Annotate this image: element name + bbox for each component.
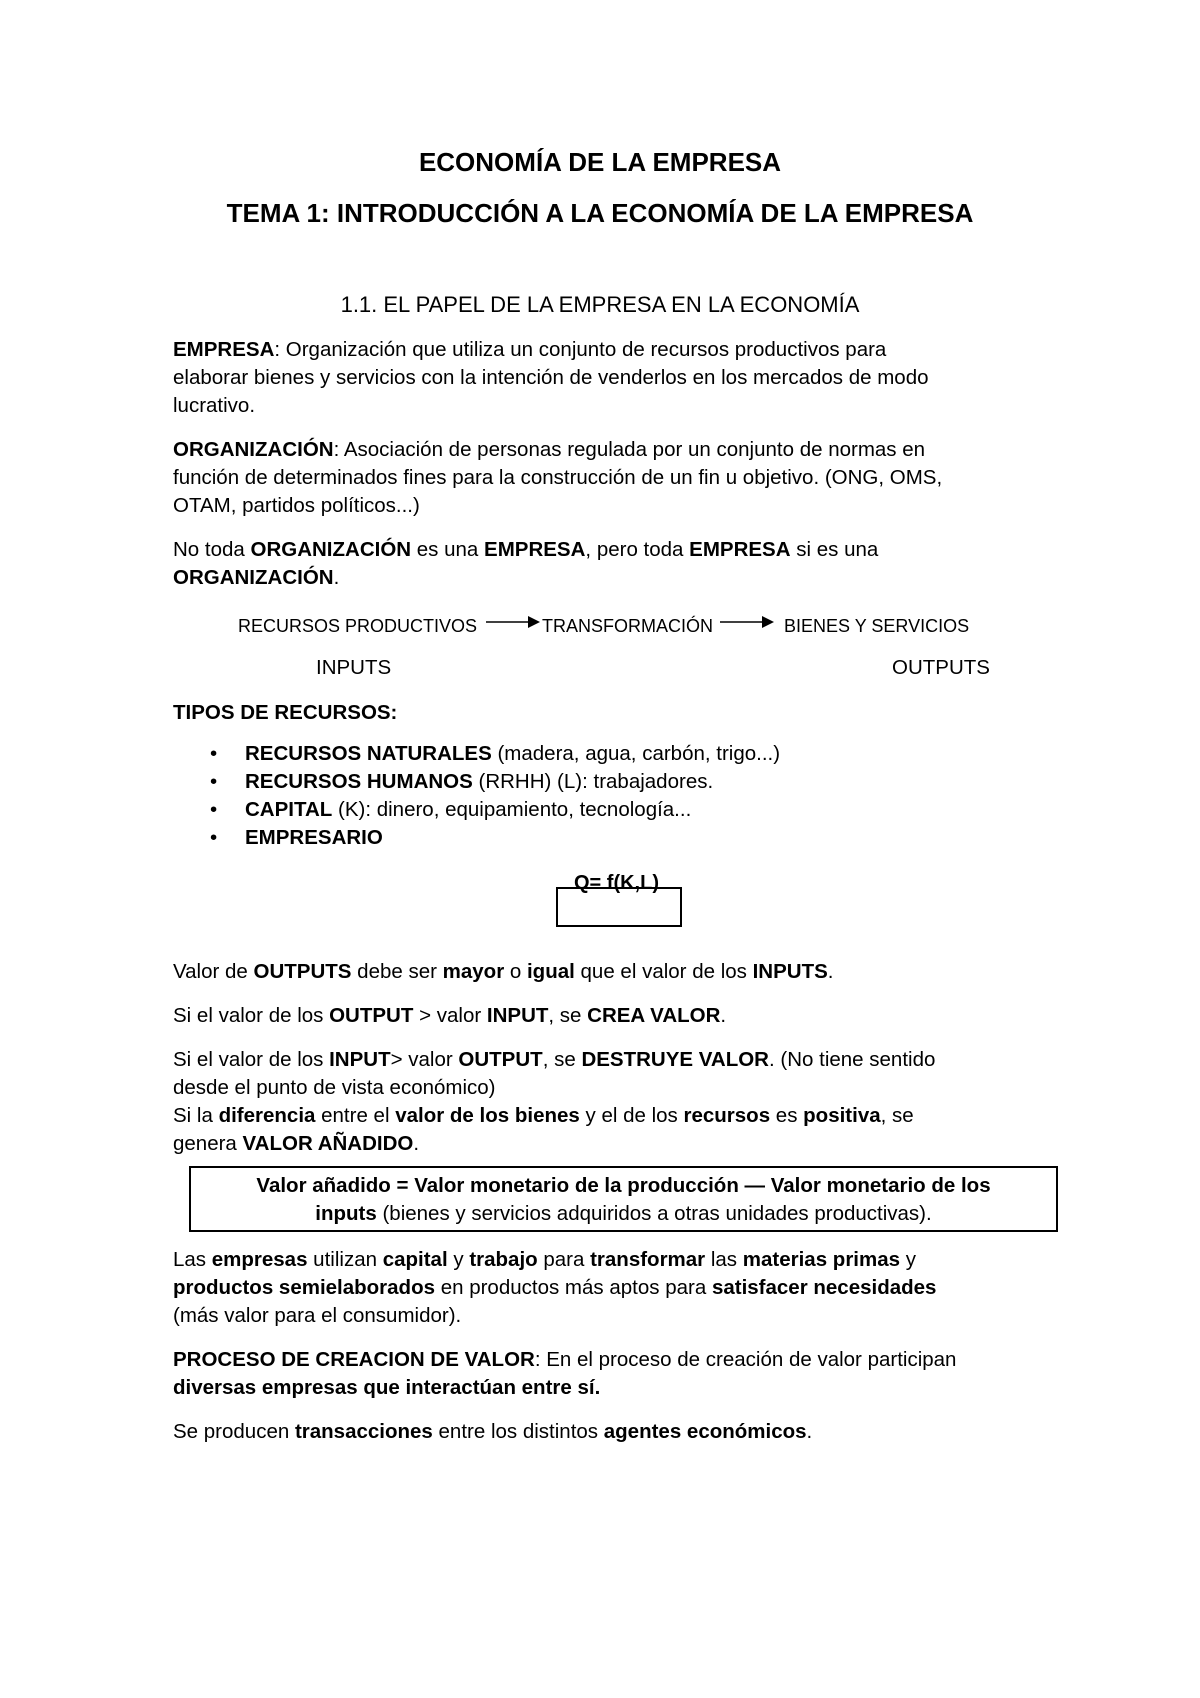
tipos-recursos-heading: TIPOS DE RECURSOS: — [173, 701, 398, 724]
empresa-term: EMPRESA — [173, 338, 275, 361]
list-item: • RECURSOS NATURALES (madera, agua, carbón, trigo...) — [173, 740, 780, 768]
las-empresas-paragraph: Las empresas utilizan capital y trabajo para transformar las materias primas y productos semielaborados en productos más aptos para satisfacer necesidades (más valor para el consumidor). — [173, 1248, 937, 1327]
organizacion-definition: ORGANIZACIÓN: Asociación de personas regulada por un conjunto de normas en función de determinados fines para la construcción de un fin u objetivo. (ONG, OMS, OTAM, partidos políticos...) — [173, 438, 943, 517]
list-item: • RECURSOS HUMANOS (RRHH) (L): trabajadores. — [173, 768, 780, 796]
production-formula: Q= f(K,L) — [574, 872, 659, 894]
flow-arrow-2 — [720, 612, 776, 632]
flow-outputs-label: OUTPUTS — [892, 656, 990, 679]
document-subtitle: TEMA 1: INTRODUCCIÓN A LA ECONOMÍA DE LA EMPRESA — [226, 198, 974, 228]
bullet-icon: • — [210, 742, 218, 765]
flow-step-recursos: RECURSOS PRODUCTIVOS — [238, 616, 478, 636]
destruye-valor-statement: Si el valor de los INPUT> valor OUTPUT, se DESTRUYE VALOR. (No tiene sentido desde el punto de vista económico) Si la diferencia entre el valor de los bienes y el de los recursos es positiva, se genera VALOR AÑADIDO. — [173, 1046, 1053, 1158]
organizacion-term: ORGANIZACIÓN — [173, 438, 334, 461]
empresa-definition: EMPRESA: Organización que utiliza un conjunto de recursos productivos para elaborar bienes y servicios con la intención de venderlos en los mercados de modo lucrativo. — [173, 338, 929, 417]
valor-anadido-box: Valor añadido = Valor monetario de la producción — Valor monetario de los inputs (bienes y servicios adquiridos a otras unidades productivas). — [189, 1166, 1058, 1232]
flow-step-transformacion: TRANSFORMACIÓN — [542, 616, 713, 636]
section-heading: 1.1. EL PAPEL DE LA EMPRESA EN LA ECONOMÍA — [340, 292, 860, 317]
transacciones-statement: Se producen transacciones entre los distintos agentes económicos. — [173, 1420, 813, 1443]
resources-list — [173, 740, 780, 852]
bullet-icon: • — [210, 770, 218, 793]
bullet-icon: • — [210, 798, 218, 821]
crea-valor-statement: Si el valor de los OUTPUT > valor INPUT, se CREA VALOR. — [173, 1004, 727, 1027]
valor-outputs-statement: Valor de OUTPUTS debe ser mayor o igual que el valor de los INPUTS. — [173, 960, 834, 983]
flow-step-bienes: BIENES Y SERVICIOS — [784, 616, 970, 636]
bullet-icon: • — [210, 826, 218, 849]
list-item: • CAPITAL (K): dinero, equipamiento, tecnología... — [173, 796, 780, 824]
proceso-creacion-valor: PROCESO DE CREACION DE VALOR: En el proceso de creación de valor participan diversas empresas que interactúan entre sí. — [173, 1348, 957, 1399]
document-title: ECONOMÍA DE LA EMPRESA — [418, 147, 782, 177]
flow-arrow-1 — [486, 612, 542, 632]
organizacion-empresa-statement: No toda ORGANIZACIÓN es una EMPRESA, pero toda EMPRESA si es una ORGANIZACIÓN. — [173, 538, 879, 589]
diferencia-statement: Si la diferencia entre el valor de los bienes y el de los recursos es positiva, se — [173, 1104, 914, 1127]
list-item: • EMPRESARIO — [173, 824, 780, 852]
flow-inputs-label: INPUTS — [316, 656, 392, 679]
